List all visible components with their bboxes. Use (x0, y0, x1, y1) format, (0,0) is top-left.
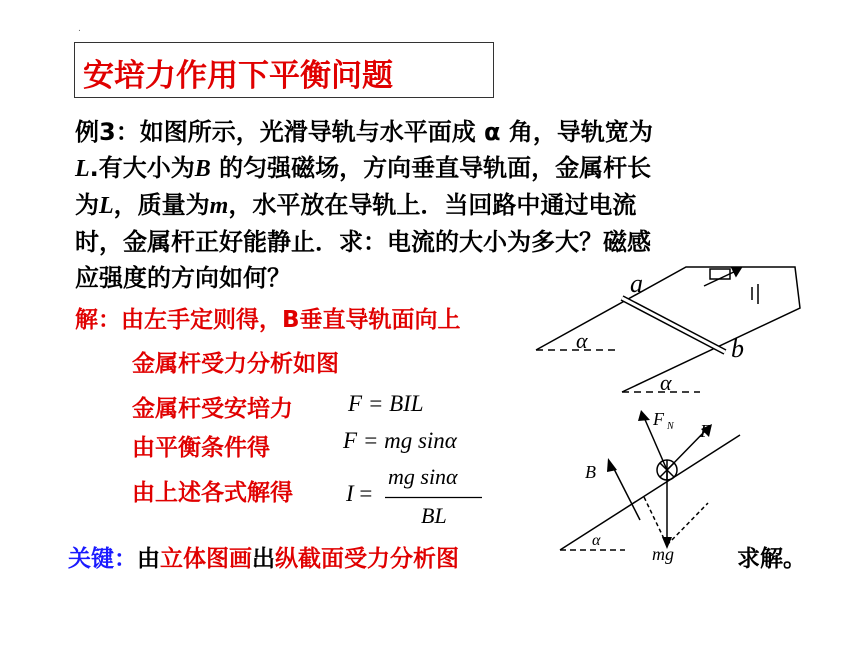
key-highlight-2: 纵截面受力分析图 (275, 546, 459, 572)
key-highlight-1: 立体图画 (160, 546, 252, 572)
problem-text: ，质量为 (113, 191, 210, 219)
problem-text: ，水平放在导轨上．当回路中通过电流 (228, 191, 637, 219)
problem-line-1: 例3：如图所示，光滑导轨与水平面成 α 角，导轨宽为 (75, 118, 653, 146)
key-label: 关键： (68, 546, 137, 572)
label-f: F (700, 421, 711, 441)
problem-text: .有大小为 (89, 154, 195, 182)
problem-text: 为 (75, 191, 99, 219)
eq-denominator: BL (421, 503, 447, 528)
label-a: a (630, 269, 643, 298)
key-point-line (68, 540, 459, 573)
eq-equals: = (353, 481, 373, 506)
eq-symbol: I (346, 481, 354, 506)
key-text: 由 (137, 546, 160, 572)
label-alpha: α (592, 532, 601, 549)
angle-alpha-1: α (576, 328, 588, 353)
solution-line-3: 金属杆受安培力 (132, 396, 293, 422)
slide-dot: . (78, 24, 81, 34)
var-m: m (209, 193, 229, 219)
label-b: b (731, 334, 744, 363)
problem-line-4: 时，金属杆正好能静止．求：电流的大小为多大？磁感 (75, 228, 651, 256)
eq-symbol: F (348, 391, 363, 416)
slide-title: 安培力作用下平衡问题 (83, 58, 393, 94)
var-L: L (99, 193, 114, 219)
problem-text: 的匀强磁场，方向垂直导轨面，金属杆长 (210, 154, 652, 182)
eq-expression: = mg sinα (357, 428, 457, 453)
eq-symbol: F (343, 428, 358, 453)
var-B: B (194, 156, 211, 182)
eq-numerator: mg sinα (388, 464, 458, 489)
angle-alpha-2: α (660, 370, 672, 395)
label-b-field: B (585, 462, 596, 482)
solution-line-5: 由上述各式解得 (132, 480, 293, 506)
key-tail: 求解。 (737, 546, 806, 572)
eq-expression: = BIL (362, 391, 424, 416)
key-text: 出 (252, 546, 275, 572)
solution-line-4: 由平衡条件得 (132, 435, 270, 461)
label-mg: mg (652, 544, 674, 564)
incline-line (560, 435, 740, 550)
label-fn: F (653, 409, 664, 429)
problem-line-5: 应强度的方向如何？ (75, 264, 291, 292)
solution-line-2: 金属杆受力分析如图 (132, 351, 339, 377)
label-fn-sub: N (667, 421, 674, 432)
component-dash-2 (667, 503, 708, 545)
var-L: L (75, 156, 90, 182)
b-field-arrow (612, 465, 640, 520)
solution-line-1: 解：由左手定则得，B垂直导轨面向上 (75, 307, 461, 333)
